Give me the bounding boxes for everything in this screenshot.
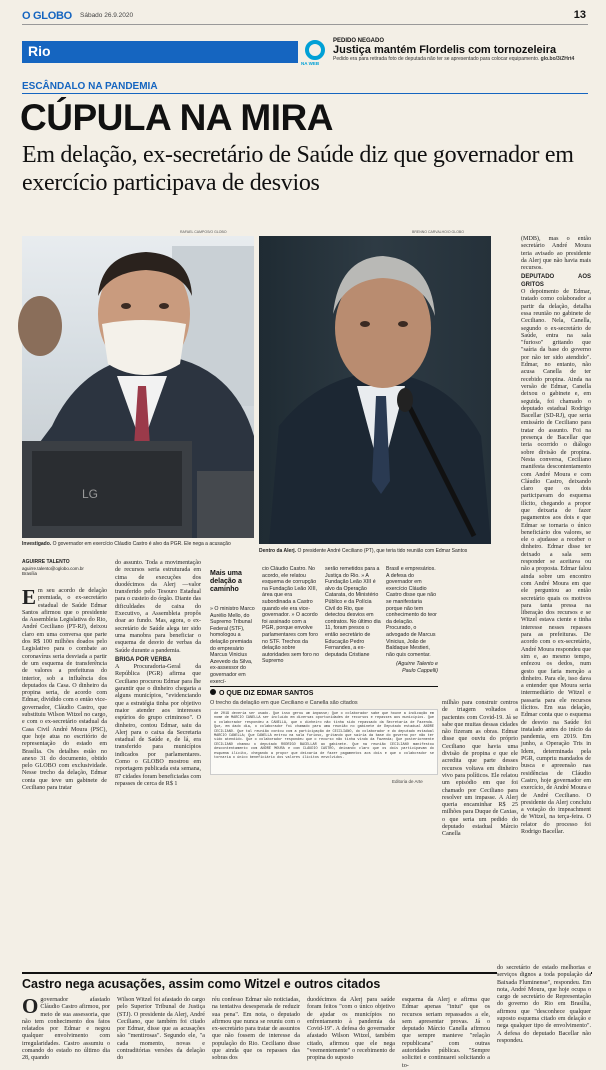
subheadline: Em delação, ex-secretário de Saúde diz que governador em exercício participava de desvios [22, 142, 574, 196]
sidebar-col-3: serão remetidos para a Justiça do Rio. » A Fundação Leão XIII é alvo da Operação Catarata, do Ministério Público e da Polícia Civil do Rio, que detectou desvios em contratos. No último dia 11, foram presos o então secretário de Educação Pedro Fernandes, a ex-deputada Cristiane [325, 566, 381, 658]
photo-ceciliano [259, 236, 491, 544]
sidebar-col-1: » O ministro Marco Aurélio Mello, do Supremo Tribunal Federal (STF), homologou a delação premiada do empresário Marcus Vinicius Azevedo da Silva, ex-assessor do governador em exercí- [210, 606, 255, 685]
paper-logo: O GLOBO [22, 10, 72, 22]
related-col-3: réu confesso Edmar são noticiadas, na tentativa desesperada de reduzir sua pena". Em nota, o deputado afirmou que nunca se reuniu com o ex-secretário para tratar de assuntos que não fossem de interesse da população do Rio. Ceciliano disse que ainda que os repasses das sobras dos [212, 997, 300, 1062]
article-col-5: (MDB), mas o então secretário André Moura teria avisado ao presidente da Alerj que não havia mais recursos. DEPUTADO AOS GRITOS O depoimento de Edmar, tratado como colaborador a partir da delação, detalha essa reunião no gabinete de Ceciliano. Nela, Canella, segundo o ex-secretário de Saúde, entra na sala "furioso" gritando que "saíria da base do governo por não ter sido atendido". Edmar, no entanto, não acusa Canella de ter recebido propina. Ainda na versão de Edmar, Canella deixou o gabinete e, em seguida, foi chamado o deputado estadual Rodrigo Bacellar (SD-RJ), que seria emissário de Ceciliano para tratar do assunto. Foi na presença de Bacellar que teria ocorrido o diálogo sobre divisão de propina. Nesta conversa, Ceciliano manifesta descontentamento com André Moura e com Cláudio Castro, deixando claro que os dois participavam do esquema ilícito, chegando a propor que deixaria de fazer pagamentos aos dois e que Edmar se tornaria o único beneficiário dos valores, se ele o ajudasse a receber o dinheiro. Edmar disse ter deixado a sala sem responder se aceitava ou não a proposta. Edmar falou ainda sobre um encontro com André Moura em que ele perguntou ao então secretário quais os motivos para tanta pressa na liberação dos recursos e se Witzel estava ciente e tinha interesse nesses repasses para as prefeituras. De acordo com o ex-secretário, André Moura respondeu que sim e, ao mesmo tempo, enfezou os dedos, num gesto que faria menção a dinheiro. Para ele, isso dava a entender que Moura seria intermediário de Witzel e passaria para ele recursos ilícitos. Em sua delação, Edmar conta que o esquema de desvio na Saúde foi instalado antes do início da pandemia, em 2019. Em junho, a Operação Tris in Idem, determinada pela PGR, cumpriu mandados de busca e apreensão nas residências de Cláudio Castro, hoje governador em exercício, de André Moura e de André Ceciliano. O presidente da Alerj concluiu a votação do impeachment de Witzel, na terça-feira. O relator do processo foi Rodrigo Bacellar. [521, 236, 591, 836]
ceciliano-figure [259, 236, 491, 544]
photo1-credit: RAFAEL CAMPOS/O GLOBO [180, 230, 227, 234]
related-col-2: Wilson Witzel foi afastado do cargo pelo Superior Tribunal de Justiça (STJ). O presidente da Alerj, André Ceciliano, que também foi citado por Edmar, disse que as acusações são "mentirosas". Segundo ele, "a cada momento, novas e contraditórias versões da delação do [117, 997, 205, 1062]
related-headline: Castro nega acusações, assim como Witzel e outros citados [22, 977, 381, 991]
related-col-6: do secretário de estado melhorias e serviços dignos a toda população da Baixada Fluminense", respondeu. Em nota, André Moura, que hoje ocupa o cargo de secretário de Representação do governo do Rio em Brasília, afirmou que "desconhece qualquer suposto esquema citado em delação e nega qualquer tipo de envolvimento". A defesa do deputado Bacellar não respondeu. [497, 965, 591, 1044]
photo2-caption: Dentro da Alerj. O presidente André Ceciliano (PT), que teria tido reunião com Edmar Santos [259, 548, 468, 554]
excerpt-rule [210, 686, 438, 687]
photo2-credit: BRENNO CARVALHO/O GLOBO [412, 230, 464, 234]
dropcap-o: O [22, 994, 39, 1018]
sidebar-signature: (Aguirre Talento e Paulo Cappelli) [396, 661, 438, 674]
byline-place: Brasília [22, 571, 38, 576]
excerpt-title: O QUE DIZ EDMAR SANTOS [210, 689, 313, 697]
teaser-link[interactable]: glo.bo/3iZHrt4 [540, 56, 575, 62]
masthead [22, 9, 588, 25]
page-number: 13 [573, 9, 586, 21]
byline-email[interactable]: aguirre.talento@oglobo.com.br [22, 565, 84, 571]
excerpt-document: de 2019 deveria ser usado. Que isso gerou um impasse; Que o colaborador sabe que houve a indicação em nome de MARCIO CANELLA ser incluído em diversas oportunidades de recursos e repasses aos municípios. Que o colaborador respondeu a CANELLA, que o dinheiro não tinha sido repassado da Secretaria de Fazenda. Que, em dado dia, o colaborador foi chamado para uma reunião no gabinete de Deputado estadual ANDRÉ CECILIANO. Que tal reunião contou com a participação de CECILIANO, do colaborador e do deputado estadual MARCIO CANELLA; Que CANELLA entrou na sala furioso, gritando que sairia da base do governo por não ter sido atendido. Que o colaborador respondeu que o recurso não tinha vindo da Fazenda; Que posteriormente CECILIANO chamou o deputado RODRIGO BACELLAR ao gabinete. Que na reunião CECILIANO manifestou descontentamento com ANDRÉ MOURA e com CLÁUDIO CASTRO, deixando claro que os dois participavam do esquema ilícito, chegando a propor que deixaria de fazer pagamentos aos dois e que o colaborador se tornaria o único beneficiário dos valores ilícitos envolvidos. [210, 709, 438, 775]
na-web-icon [305, 40, 325, 60]
dropcap-e: E [22, 585, 37, 609]
section-bar [22, 41, 298, 63]
kicker-rule [22, 93, 588, 94]
related-col-5: esquema da Alerj e afirma que Edmar apenas "intui" que os recursos seriam repassados a ele, sem apresentar provas. Já o deputado Márcio Canella afirmou que sempre manteve "relação republicana" com outras autoridades públicas. "Sempre solicitei e continuarei solicitando a to- [402, 997, 490, 1069]
excerpt-source: Editoria de Arte [392, 779, 423, 784]
teaser-kicker: PEDIDO NEGADO [333, 38, 385, 44]
excerpt-bullet [210, 689, 216, 695]
sidebar-col-4: Brasil e empresários. A defesa do governador em exercício Cláudio Castro disse que não se manifestaria porque não tem conhecimento do teor da delação. Procurado, o advogado de Marcus Vinicius, João de Baldaque Mestieri, não quis comentar. (Aguirre Talento e Paulo Cappelli) [386, 566, 438, 674]
sidebar-title: Mais uma delação a caminho [210, 570, 242, 593]
section-name: Rio [28, 43, 51, 59]
related-col-1: O governador afastado Cláudio Castro afirmou, por meio de sua assessoria, que não tem conhecimento dos fatos relatados por Edmar e negou qualquer envolvimento com irregularidades. Castro assumiu o comando do estado no último dia 28, quando [22, 994, 110, 1062]
article-col-2: do assunto. Toda a movimentação de recursos seria estruturada em cima de execuções dos duodécimos da Alerj —valor transferido pelo Tesouro Estadual para o custeio do órgão. Diante das dificuldades de caixa do Executivo, a Assembleia propôs doar ao fundo. Mas, agora, o ex-secretário de Saúde alega ter sido uma manobra para beneficiar o esquema de desvio de verbas da Saúde durante a pandemia. BRIGA POR VERBA A Procuradoria-Geral da República (PGR) afirma que Ceciliano procurou Edmar para lhe garantir que o dinheiro chegaria a alguns municípios, "evidenciando que a estratégia tinha por objetivo maior atender aos interesses espúrios do grupo criminoso". O dinheiro, contou Edmar, saiu da Alerj para o caixa da Secretaria estadual de Saúde e, de lá, era transferido para municípios indicados por parlamentares. Como o GLOBO mostrou em reportagem publicada esta semana, 87 cidades foram beneficiadas com repasses de cerca de R$ 1 [115, 560, 201, 787]
byline [22, 560, 90, 577]
article-col-3: milhão para construir centros de triagem voltados a pacientes com Covid-19. Já se sabe que muitas dessas cidades não fizeram as obras. Edmar disse que ouviu do próprio Ceciliano que havia uma divisão de propina e que ele acredita que parte desses recursos voltava em dinheiro vivo para políticos. Ele relatou um episódio em que foi chamado por Ceciliano para resolver um impasse. A Alerj queria encaminhar R$ 25 milhões para Duque de Caxias, o que seria um pedido do deputado estadual Márcio Canella [442, 700, 518, 838]
kicker: ESCÂNDALO NA PANDEMIA [22, 81, 158, 92]
subhead-deputado: DEPUTADO AOS GRITOS [521, 274, 591, 288]
byline-name: AGUIRRE TALENTO [22, 559, 70, 565]
subhead-briga: BRIGA POR VERBA [115, 656, 172, 663]
issue-date: Sábado 26.9.2020 [80, 12, 134, 19]
teaser [333, 38, 588, 68]
sidebar-col-2: cio Cláudio Castro. No acordo, ele relatou esquema de corrupção na Fundação Leão XIII, área que era subordinada a Castro quando ele era vice-governador. » O acordo foi assinado com a PGR, porque envolve parlamentares com foro no STF. Trechos da delação sobre autoridades sem foro no Supremo [262, 566, 320, 665]
photo1-caption: Investigado. O governador em exercício Cláudio Castro é alvo da PGR. Ele nega a acusação [22, 541, 231, 547]
teaser-text: Pedido era para retirada foto de deputada não ter se apresentado para colocar equipamento. glo.bo/3iZHrt4 [333, 56, 575, 62]
excerpt-subtitle: O trecho da delação em que Ceciliano e Canella são citados [210, 700, 358, 706]
svg-text:LG: LG [82, 487, 99, 501]
related-col-4: duodécimos da Alerj para saúde foram feitos "com o único objetivo de ajudar os municípios no enfrentamento à pandemia da Covid-19". A defesa do governador afastado Wilson Witzel, também citado, afirmou que ele nega "veementemente" o recebimento de propina do suposto [307, 997, 395, 1062]
headline: CÚPULA NA MIRA [20, 97, 333, 138]
article-col-1: E m seu acordo de delação premiada, o ex-secretário estadual de Saúde Edmar Santos afirmou que o presidente da Assembleia Legislativa do Rio, André Ceciliano (PT-RJ), deixou claro em uma conversa que parte dos R$ 100 milhões doados pelo Legislativo para o combate ao coronavírus seria desviada a partir de um esquema de transferência de valores a prefeituras do interior, sob a influência dos deputados da Casa. O dinheiro da propina seria, de acordo com Edmar, dividido com o então vice-governador, Cláudio Castro, que substituiu Wilson Witzel no cargo, e com o ex-secretário estadual da Casa Civil André Moura (PSC), que hoje atua no escritório de representação do estado em Brasília. Os detalhes estão no anexo 31 do documento, obtido pelo GLOBO com exclusividade. Nesse trecho da delação, Edmar conta que teve um gabinete de Ceciliano para tratar [22, 585, 107, 792]
photo-castro [22, 236, 254, 538]
na-web-label: NA WEB [301, 61, 320, 66]
teaser-headline: Justiça mantém Flordelis com tornozeleira [333, 44, 557, 56]
castro-figure [22, 236, 254, 538]
